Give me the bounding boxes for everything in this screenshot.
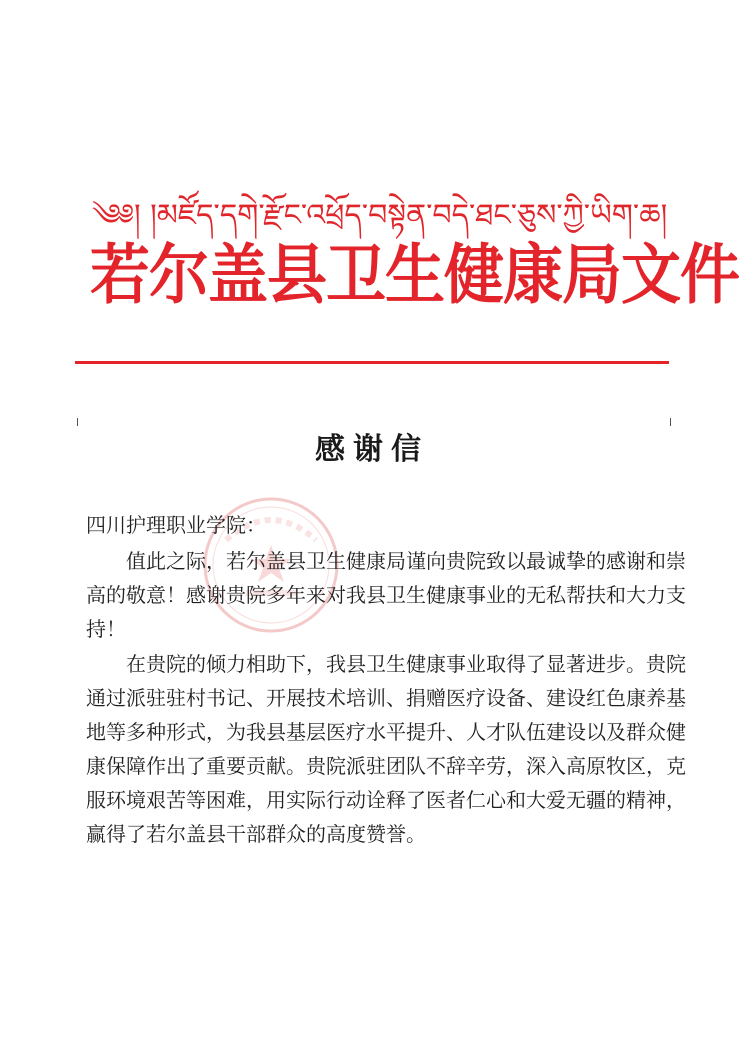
right-margin-mark <box>670 418 671 426</box>
salutation: 四川护理职业学院： <box>86 513 266 537</box>
letter-body <box>86 510 686 851</box>
red-divider-line <box>75 361 669 364</box>
letter-title: 感谢信 <box>315 432 429 467</box>
tibetan-agency-title: ༄༅། །མཛོད་དགེ་རྫོང་འཕྲོད་བསྟེན་བདེ་ཐང་ཅུས་ཀྱི་ཡིག་ཆ། <box>92 198 668 233</box>
paragraph-2: 在贵院的倾力相助下，我县卫生健康事业取得了显著进步。贵院通过派驻驻村书记、开展技术培训、捐赠医疗设备、建设红色康养基地等多种形式，为我县基层医疗水平提升、人才队伍建设以及群众健康保障作出了重要贡献。贵院派驻团队不辞辛劳，深入高原牧区，克服环境艰苦等困难，用实际行动诠释了医者仁心和大爱无疆的精神，赢得了若尔盖县干部群众的高度赞誉。 <box>86 652 686 846</box>
left-margin-mark <box>77 418 78 426</box>
paragraph-1: 值此之际，若尔盖县卫生健康局谨向贵院致以最诚挚的感谢和崇高的敬意！感谢贵院多年来对我县卫生健康事业的无私帮扶和大力支持！ <box>86 549 686 641</box>
agency-title: 若尔盖县卫生健康局文件 <box>90 237 739 313</box>
